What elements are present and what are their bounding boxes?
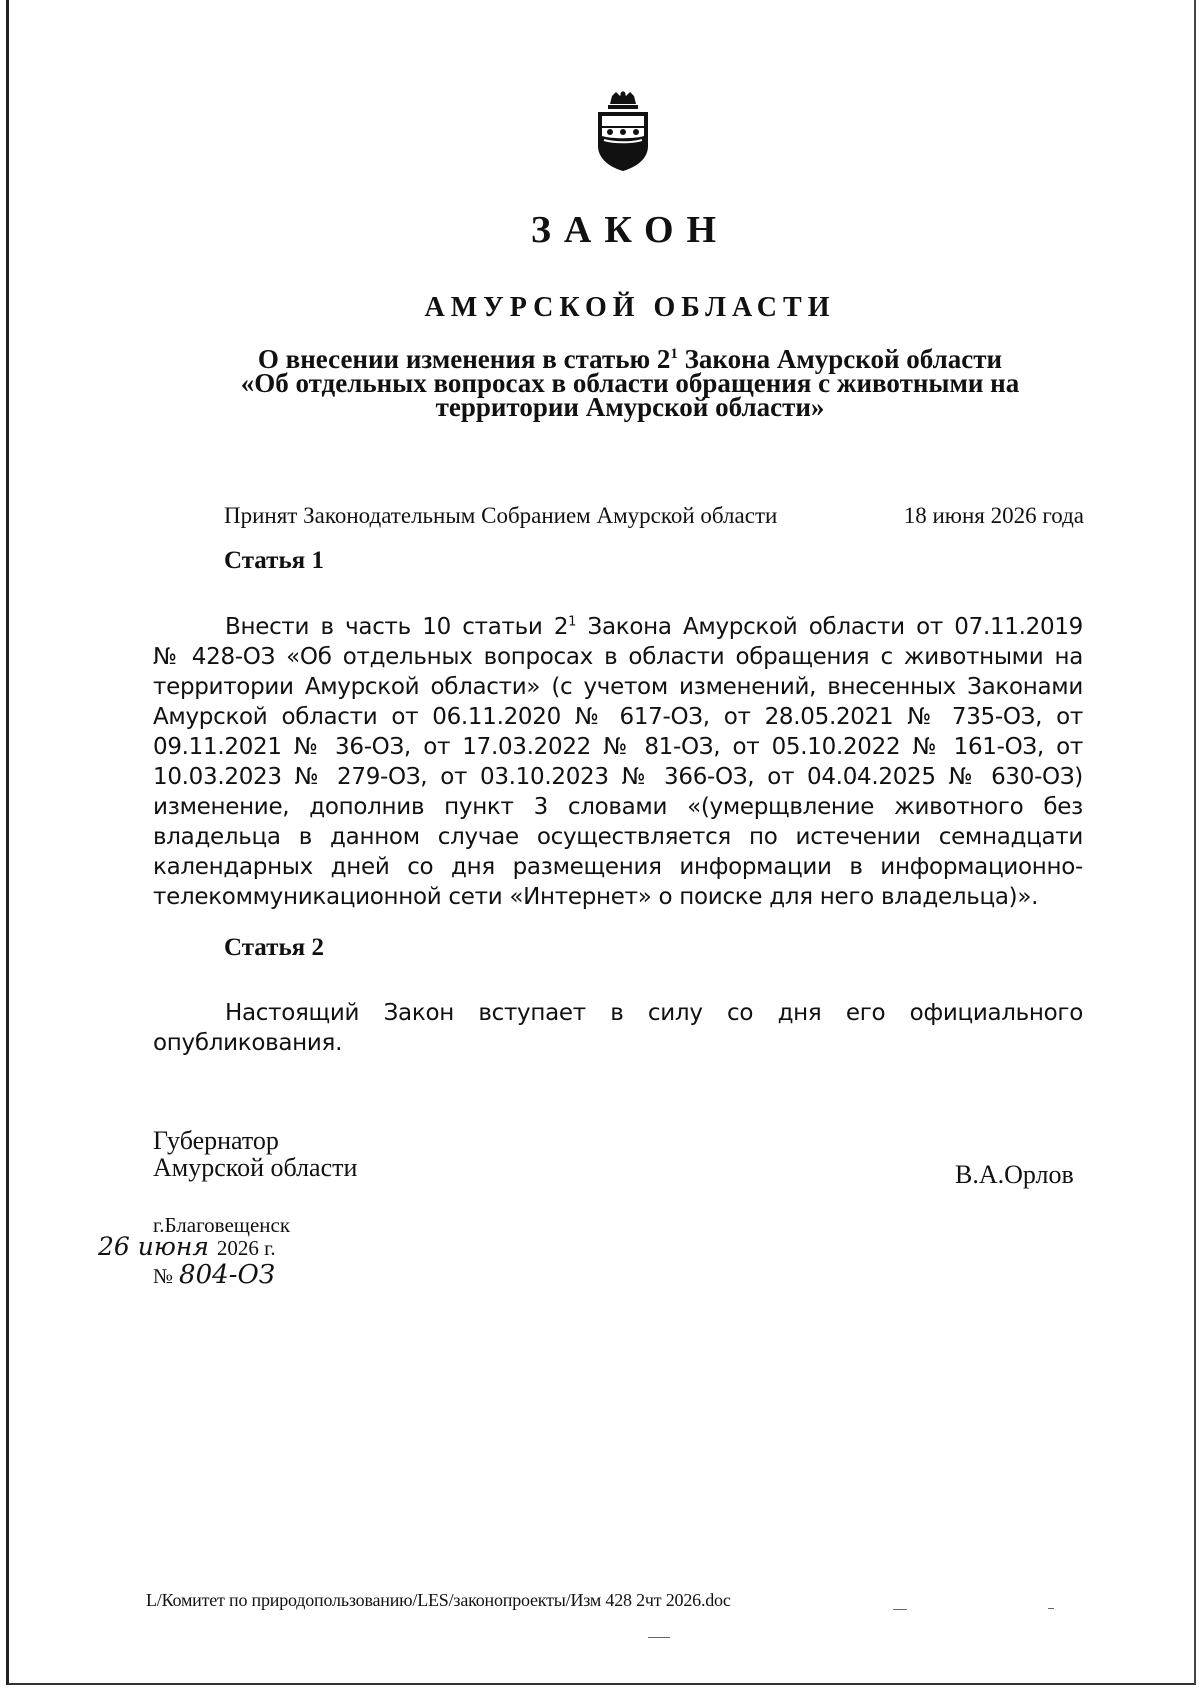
handwritten-date: 26 июня: [98, 1232, 209, 1261]
article-1-line: Амурской области от 06.11.2020 № 617-ОЗ, от 28.05.2021 № 735-ОЗ, от: [153, 704, 1083, 730]
superscript: 1: [568, 614, 577, 630]
coat-of-arms-emblem: [590, 90, 656, 172]
text: Внести в часть 10 статьи 2: [225, 614, 569, 640]
article-2-line: Настоящий Закон вступает в силу со дня его официального: [225, 1000, 1083, 1026]
scan-speck: [893, 1609, 907, 1610]
article-2-heading: Статья 2: [224, 934, 324, 961]
law-name-superscript: 1: [670, 346, 678, 362]
position-line: Губернатор: [153, 1126, 279, 1155]
signatory-position: [153, 1127, 357, 1181]
adoption-text: Принят Законодательным Собранием Амурской области: [224, 503, 778, 528]
text: Закона Амурской области от 07.11.2019: [576, 614, 1083, 640]
article-1-heading: Статья 1: [224, 547, 324, 574]
article-1-line: календарных дней со дня размещения информации в информационно-: [153, 854, 1083, 880]
adoption-date: 18 июня 2026 года: [903, 503, 1084, 528]
law-name-line-3: территории Амурской области»: [435, 392, 825, 422]
article-1-line: [153, 612, 1083, 642]
article-2-line: опубликования.: [153, 1030, 343, 1056]
issuance-city: г.Благовещенск: [153, 1213, 291, 1237]
law-name: [200, 344, 1060, 422]
article-1-line: № 428-ОЗ «Об отдельных вопросах в области обращения с животными на: [153, 644, 1083, 670]
issuance-date: [98, 1232, 276, 1261]
region-heading: АМУРСКОЙ ОБЛАСТИ: [424, 292, 836, 323]
article-1-line: изменение, дополнив пункт 3 словами «(умерщвление животного без: [153, 794, 1083, 820]
article-1-line: территории Амурской области» (с учетом изменений, внесенных Законами: [153, 674, 1083, 700]
scan-speck: [1048, 1608, 1054, 1609]
article-1-line: 09.11.2021 № 36-ОЗ, от 17.03.2022 № 81-ОЗ, от 05.10.2022 № 161-ОЗ, от: [153, 734, 1083, 760]
article-2-body: [153, 998, 1083, 1058]
article-1-line: телекоммуникационной сети «Интернет» о поиске для него владельца)».: [153, 884, 1039, 910]
law-name-text-a: О внесении изменения в статью 2: [257, 344, 671, 374]
issuance-year: 2026 г.: [216, 1236, 276, 1260]
position-line: Амурской области: [153, 1153, 358, 1182]
signatory-name: В.А.Орлов: [955, 1160, 1074, 1189]
number-prefix: №: [153, 1264, 174, 1288]
law-name-text-b: Закона Амурской области: [677, 344, 1003, 374]
law-name-line-2: «Об отдельных вопросах в области обращения с животными на: [240, 368, 1020, 398]
handwritten-number: 804-ОЗ: [179, 1260, 275, 1290]
article-1-body: [153, 612, 1083, 912]
document-title: ЗАКОН: [530, 209, 730, 251]
law-number: [153, 1260, 275, 1290]
file-path-footer: L/Комитет по природопользованию/LES/законопроекты/Изм 428 2чт 2026.doc: [146, 1590, 731, 1610]
scan-speck: [648, 1637, 670, 1638]
article-1-line: 10.03.2023 № 279-ОЗ, от 03.10.2023 № 366-ОЗ, от 04.04.2025 № 630-ОЗ): [153, 764, 1083, 790]
adoption-line: [224, 503, 1084, 529]
article-1-line: владельца в данном случае осуществляется по истечении семнадцати: [153, 824, 1083, 850]
